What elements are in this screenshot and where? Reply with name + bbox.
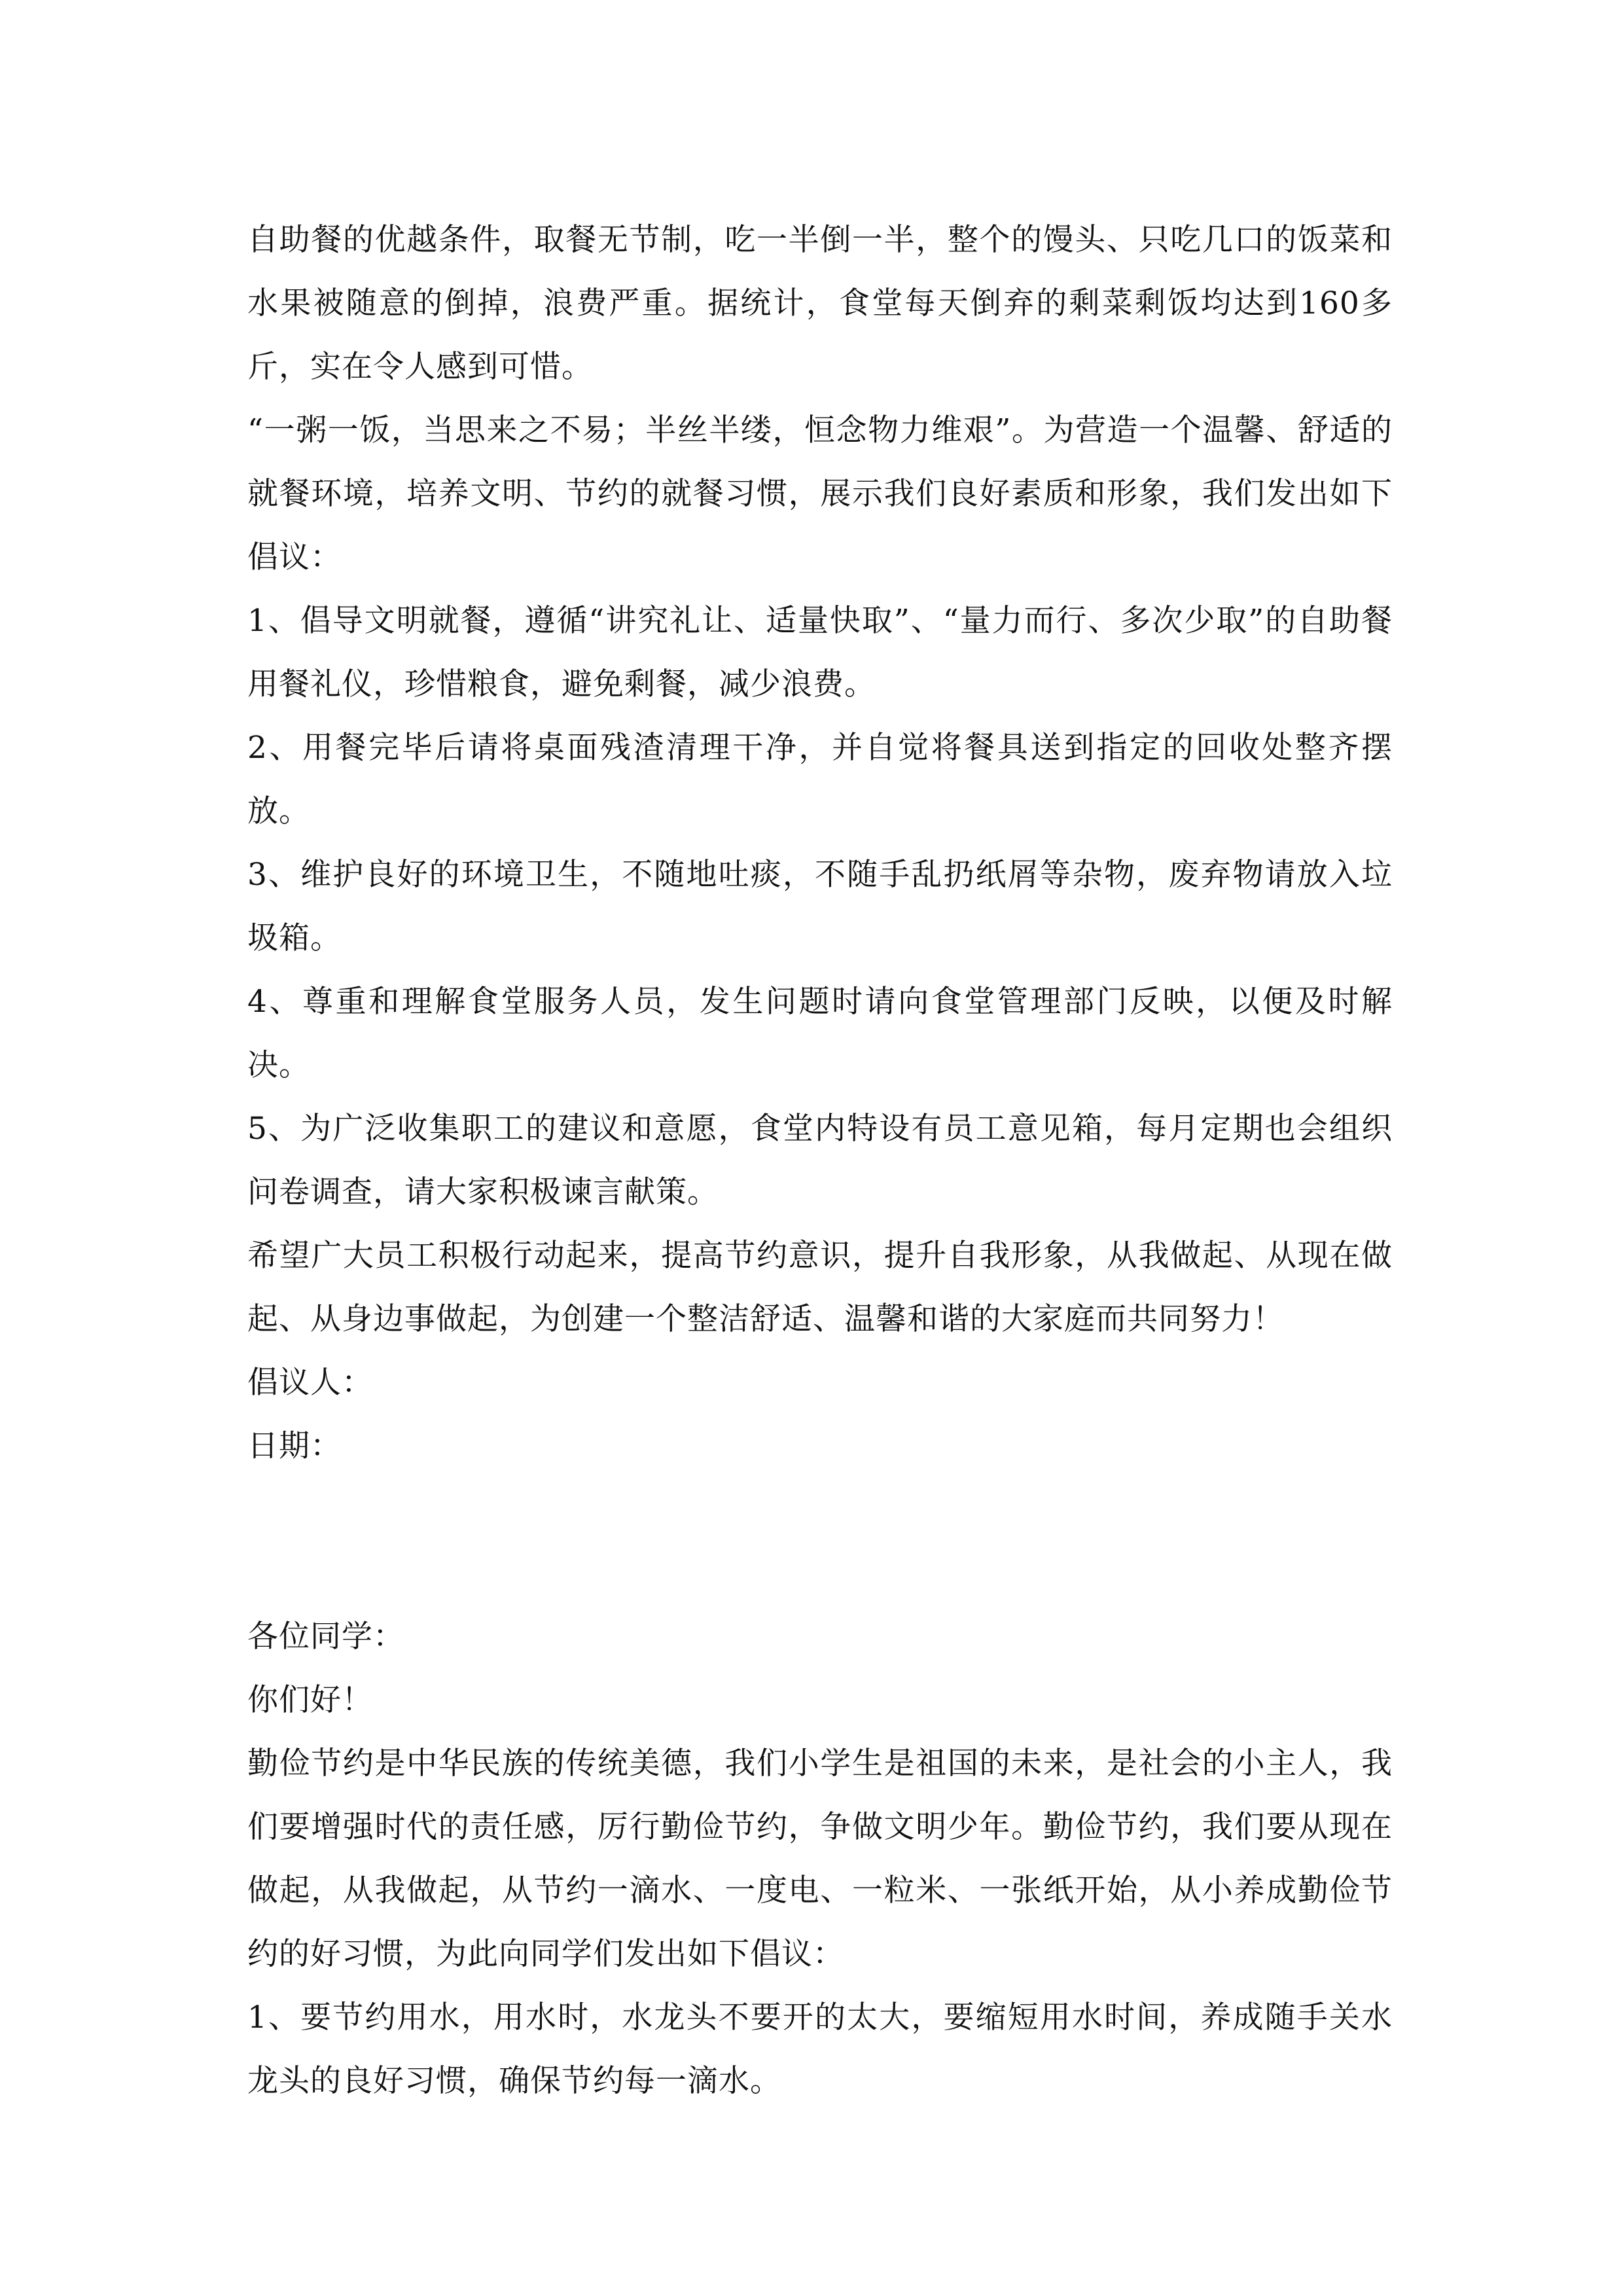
quote-paragraph: “一粥一饭，当思来之不易；半丝半缕，恒念物力维艰”。为营造一个温馨、舒适的就餐环境，培养文明、节约的就餐习惯，展示我们良好素质和形象，我们发出如下倡议： (247, 412, 1393, 575)
closing-paragraph: 希望广大员工积极行动起来，提高节约意识，提升自我形象，从我做起、从现在做起、从身边事做起，为创建一个整洁舒适、温馨和谐的大家庭而共同努力！ (247, 1238, 1393, 1337)
proposal-item-4: 4、尊重和理解食堂服务人员，发生问题时请向食堂管理部门反映，以便及时解决。 (247, 984, 1393, 1083)
intro-paragraph: 自助餐的优越条件，取餐无节制，吃一半倒一半，整个的馒头、只吃几口的饭菜和水果被随意的倒掉，浪费严重。据统计，食堂每天倒弃的剩菜剩饭均达到160多斤，实在令人感到可惜。 (247, 222, 1393, 385)
salutation: 各位同学： (247, 1619, 404, 1655)
greeting: 你们好！ (247, 1682, 373, 1718)
thrift-paragraph: 勤俭节约是中华民族的传统美德，我们小学生是祖国的未来，是社会的小主人，我们要增强时代的责任感，厉行勤俭节约，争做文明少年。勤俭节约，我们要从现在做起，从我做起，从节约一滴水、一度电、一粒米、一张纸开始，从小养成勤俭节约的好习惯，为此向同学们发出如下倡议： (247, 1746, 1393, 1972)
initiator-label: 倡议人： (247, 1365, 373, 1401)
proposal-item-5: 5、为广泛收集职工的建议和意愿，食堂内特设有员工意见箱，每月定期也会组织问卷调查，请大家积极谏言献策。 (247, 1111, 1393, 1210)
document-body (247, 208, 1393, 2113)
student-item-1: 1、要节约用水，用水时，水龙头不要开的太大，要缩短用水时间，养成随手关水龙头的良好习惯，确保节约每一滴水。 (247, 2000, 1393, 2099)
date-label: 日期： (247, 1428, 342, 1464)
student-proposal-section (247, 1605, 1393, 2113)
proposal-item-1: 1、倡导文明就餐，遵循“讲究礼让、适量快取”、“量力而行、多次少取”的自助餐用餐礼仪，珍惜粮食，避免剩餐，减少浪费。 (247, 603, 1393, 702)
section-gap (247, 1478, 1393, 1605)
proposal-item-2: 2、用餐完毕后请将桌面残渣清理干净，并自觉将餐具送到指定的回收处整齐摆放。 (247, 730, 1393, 829)
canteen-proposal-section (247, 208, 1393, 1478)
proposal-item-3: 3、维护良好的环境卫生，不随地吐痰，不随手乱扔纸屑等杂物，废弃物请放入垃圾箱。 (247, 857, 1393, 956)
